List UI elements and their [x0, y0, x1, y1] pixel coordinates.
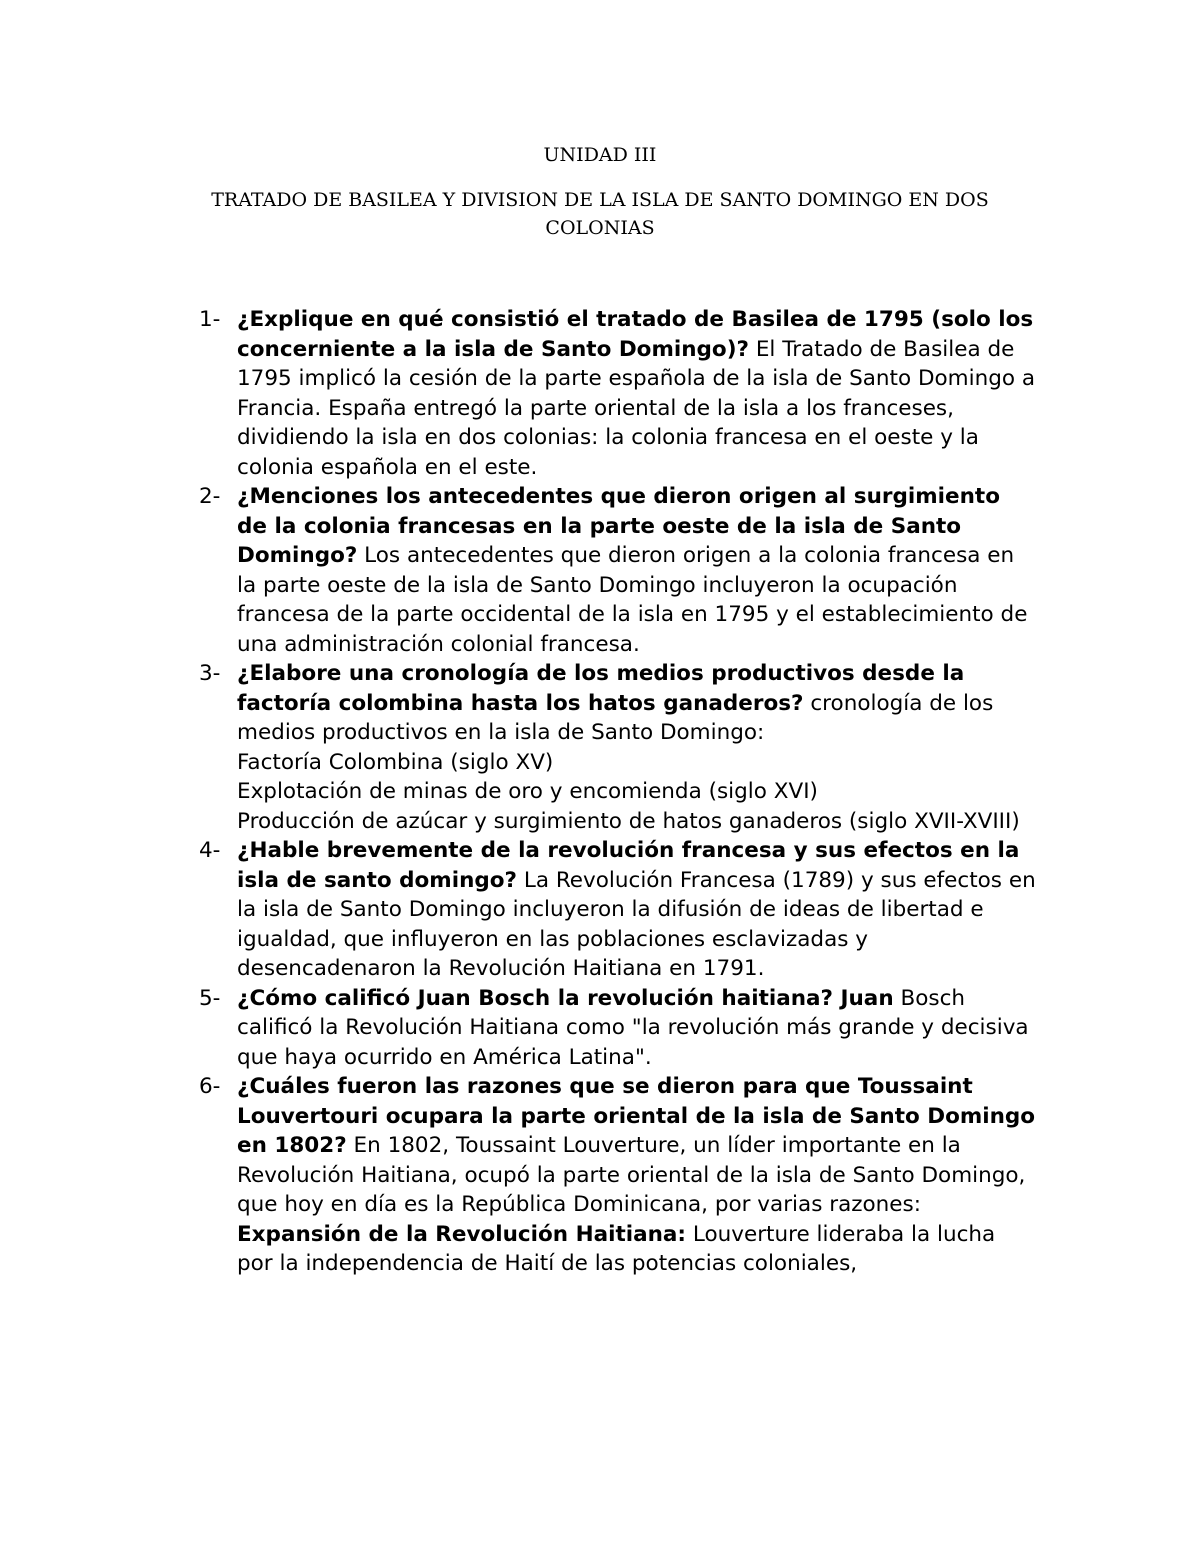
answer-text: La Revolución Francesa (1789) y sus efectos en la isla de Santo Domingo incluyeron la difusión de ideas de libertad e igualdad, que influyeron en las poblaciones esclavizadas y desencadenaron la Revolución Haitiana en 1791.	[237, 867, 1036, 981]
question-number: 5-	[199, 985, 221, 1011]
question-item-1	[0, 305, 1200, 482]
question-body	[237, 984, 1037, 1073]
question-text: ¿Cómo calificó Juan Bosch la revolución haitiana? Juan	[237, 985, 894, 1011]
question-list	[0, 305, 1200, 1279]
answer-text: Bosch calificó la Revolución Haitiana como "la revolución más grande y decisiva que haya ocurrido en América Latina".	[237, 985, 1029, 1070]
question-item-6	[0, 1072, 1200, 1279]
reason-paragraph	[237, 1220, 1037, 1279]
question-item-5	[0, 984, 1200, 1073]
question-body	[237, 659, 1037, 836]
question-text: ¿Explique en qué consistió el tratado de Basilea de 1795 (solo los concerniente a la isla de Santo Domingo)?	[237, 307, 1034, 362]
question-item-4	[0, 836, 1200, 984]
question-body	[237, 1072, 1037, 1279]
chronology-line: Producción de azúcar y surgimiento de hatos ganaderos (siglo XVII-XVIII)	[237, 808, 1020, 834]
answer-text: Los antecedentes que dieron origen a la colonia francesa en la parte oeste de la isla de Santo Domingo incluyeron la ocupación francesa de la parte occidental de la isla en 1795 y el establecimiento de una administración colonial francesa.	[237, 543, 1028, 657]
unit-heading: UNIDAD III	[543, 144, 657, 166]
question-text: ¿Cuáles fueron las razones que se dieron para que Toussaint Louvertouri ocupara la parte oriental de la isla de Santo Domingo en 1802?	[237, 1074, 1036, 1158]
question-number: 1-	[199, 307, 221, 332]
question-number: 3-	[199, 661, 221, 686]
reason-label: Expansión de la Revolución Haitiana:	[237, 1221, 687, 1247]
question-number: 2-	[199, 484, 221, 509]
document-title: TRATADO DE BASILEA Y DIVISION DE LA ISLA DE SANTO DOMINGO EN DOS COLONIAS	[211, 189, 989, 239]
question-text: ¿Menciones los antecedentes que dieron origen al surgimiento de la colonia francesas en la parte oeste de la isla de Santo Domingo?	[237, 484, 1000, 568]
question-number: 4-	[199, 838, 221, 863]
question-body	[237, 482, 1037, 659]
answer-text: cronología de los medios productivos en la isla de Santo Domingo:	[237, 690, 994, 745]
question-number: 6-	[199, 1074, 221, 1099]
answer-text: El Tratado de Basilea de 1795 implicó la cesión de la parte española de la isla de Santo Domingo a Francia. España entregó la parte oriental de la isla a los franceses, dividiendo la isla en dos colonias: la colonia francesa en el oeste y la colonia española en el este.	[237, 336, 1036, 480]
question-body	[237, 305, 1037, 482]
question-text: ¿Elabore una cronología de los medios productivos desde la factoría colombina hasta los hatos ganaderos?	[237, 661, 965, 716]
question-text: ¿Hable brevemente de la revolución francesa y sus efectos en la isla de santo domingo?	[237, 838, 1020, 893]
reason-text: Louverture lideraba la lucha por la independencia de Haití de las potencias coloniales,	[237, 1221, 996, 1276]
question-item-2	[0, 482, 1200, 659]
question-body	[237, 836, 1037, 984]
chronology-line: Explotación de minas de oro y encomienda (siglo XVI)	[237, 779, 818, 804]
question-item-3	[0, 659, 1200, 836]
chronology-line: Factoría Colombina (siglo XV)	[237, 749, 554, 775]
answer-text: En 1802, Toussaint Louverture, un líder importante en la Revolución Haitiana, ocupó la parte oriental de la isla de Santo Domingo, que hoy en día es la República Dominicana, por varias razones:	[237, 1133, 1026, 1217]
